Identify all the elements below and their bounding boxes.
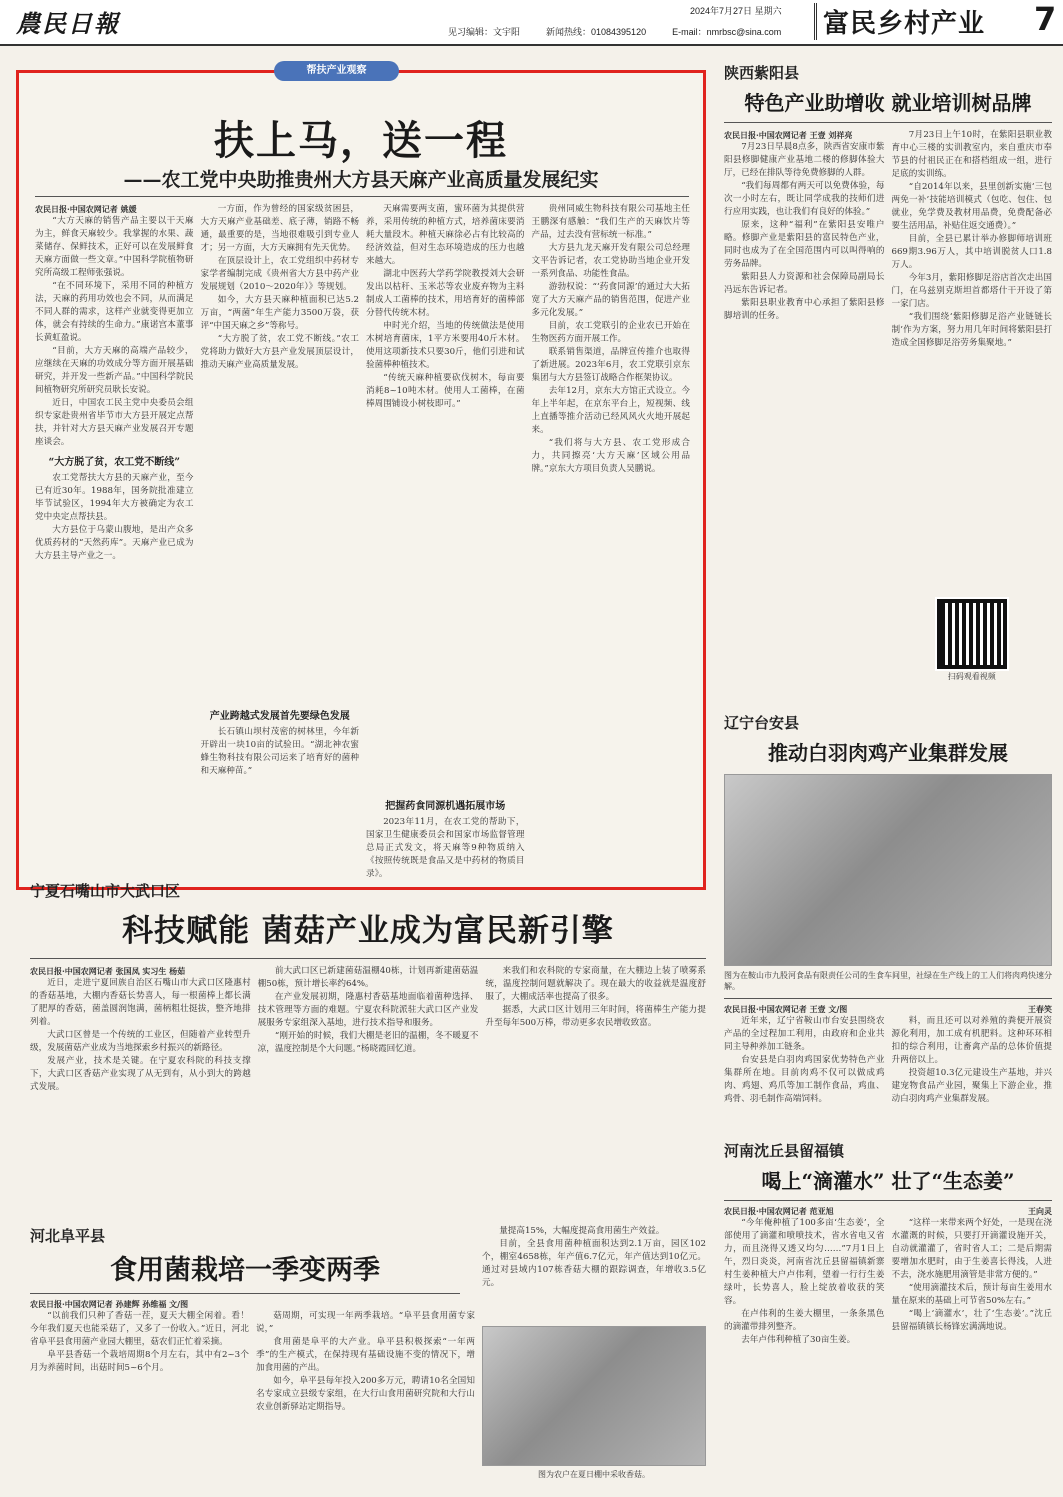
lead-tag: 帮扶产业观察	[274, 61, 399, 81]
hebei-article[interactable]	[30, 1225, 706, 1490]
divider	[30, 1293, 460, 1294]
henan-article[interactable]	[724, 1140, 1052, 1490]
hebei-col1: “以前我们只种了香菇一茬，夏天大棚全闲着。看！今年我们夏天也能采菇了，又多了一份收入。”近日，河北省阜平县食用菌产业园大棚里，菇农们正忙着采摘。 阜平县香菇一个栽培周期8个月左右，其中有2~3个月为养菌时间，出菇时间5~6个月。	[30, 1311, 249, 1373]
henan-col2: “这样一来带来两个好处，一是现在浇水灌溉的时候，只要打开滴灌设施开关，自动就灌灌了，省时省人工；二是后期需要增加水肥时，由于生姜喜长得浅，人进不去，浇水施肥用滴管是非常方便的。” “使用滴灌技术后，预计每亩生姜用水量在原来的基础上可节省50%左右。” “喝上‘滴灌水’，壮了‘生态姜’。”沈丘县留福镇镇长杨锋宏满满地说。	[891, 1218, 1052, 1332]
ningxia-title: 科技赋能 菌菇产业成为富民新引擎	[122, 913, 614, 949]
lead-column-3	[366, 203, 525, 885]
date: 2024年7月27日	[690, 6, 753, 16]
ningxia-article[interactable]	[30, 880, 706, 1220]
shaanxi-body	[724, 129, 1052, 689]
henan-body	[724, 1205, 1052, 1495]
liaoning-body	[724, 1003, 1052, 1138]
hebei-photo	[482, 1326, 706, 1466]
issue-date	[690, 4, 782, 17]
ningxia-column-1	[30, 965, 251, 1225]
liaoning-column-1	[724, 1003, 885, 1138]
henan-title: 喝上“滴灌水” 壮了“生态姜”	[761, 1169, 1015, 1193]
lead-col1: “大方天麻的销售产品主要以干天麻为主，鲜食天麻较少。我掌握的水果、蔬菜储存、保鲜技术，正好可以在发展鲜食天麻方面做一些文章。”中国科学院植物研究所高级工程师张强说。 “在不同环境下，采用不同的种植方法，天麻的药用功效也会不同，从而满足不同人群的需求，这样产业就变得更加立体，就会有持续的生命力。”康诺宫本董事长黄虹盈说。 “目前，大方天麻的高端产品较少，应继续在天麻的功效成分等方面开展基础研究，并开发一些新产品。”中国科学院民间植物研究所研究员耿长安说。 近日，中国农工民主党中央委员会组织专家赴贵州省毕节市大方县开展定点帮扶，并针对大方县天麻产业发展召开专题座谈会。	[35, 216, 194, 447]
lead-article[interactable]	[16, 65, 706, 890]
hebei-side	[482, 1225, 706, 1490]
liaoning-photo-caption: 图为在鞍山市九股河食品有限责任公司的生食车间里，社绿在生产线上的工人们将肉鸡快速分解。	[724, 971, 1052, 991]
shaanxi-column-2	[892, 129, 1053, 689]
henan-byline-2: 王向灵	[1028, 1206, 1052, 1216]
weekday: 星期六	[754, 6, 782, 16]
lead-col2b: 长石镇山坝村茂密的树林里，今年新开辟出一块10亩的试验田。“湖北神农蜜蜂生物科技有限公司运来了培育好的菌种和天麻种苗。”	[200, 727, 359, 776]
divider	[30, 958, 706, 959]
editor: 见习编辑：文宇阳	[448, 27, 521, 37]
henan-byline: 农民日报·中国农网记者 范亚旭	[724, 1206, 834, 1216]
ningxia-byline: 农民日报·中国农网记者 张国凤 实习生 杨茹	[30, 966, 186, 976]
hebei-place: 河北阜平县	[30, 1227, 106, 1245]
divider	[35, 196, 689, 197]
qr-code[interactable]	[937, 599, 1007, 669]
henan-col1: “今年俺种植了100多亩‘生态姜’，全部使用了滴灌和喷喷技术，省水省电又省力，而且浇得又透又均匀……”7月1日上午，烈日炎炎，河南省沈丘县留福镇新寨村生姜种植大户卢伟利，望着一行行生姜绿叶，长势喜人，脸上绽放着收获的笑容。 在卢伟利的生姜大棚里，一条条黑色的滴灌带排列整齐。 去年卢伟利种植了30亩生姜。	[724, 1218, 885, 1345]
henan-column-1	[724, 1205, 885, 1495]
hebei-body	[30, 1298, 475, 1497]
lead-subheading-1: “大方脱了贫，农工党不断线”	[48, 457, 180, 468]
ningxia-byline-2: 实习生 杨茹	[142, 966, 186, 976]
lead-byline: 农民日报·中国农网记者 姚媛	[35, 204, 137, 214]
liaoning-byline-2: 王春笑	[1028, 1004, 1052, 1014]
divider	[724, 1200, 1052, 1201]
shaanxi-col1: 7月23日早晨8点多，陕西省安康市紫阳县修脚健康产业基地二楼的修脚体验大厅，已经在排队等待免费修脚的人群。 “我们每周都有两天可以免费体验，每次一小时左右，既让同学成我的技师们进行应用实践，也让我们有良好的体验。” 原来，这种“福利”在紫阳县安唯户略。修脚产业是紫阳县的富民特色产业，同时也成为了在全国范围内可以叫得响的劳务品牌。 紫阳县人力资源和社会保障局副局长冯远东告诉记者。 紫阳县职业教育中心承担了紫阳县修脚培训的任务。	[724, 142, 885, 321]
section-title: 富民乡村产业	[814, 3, 985, 40]
lead-column-1	[35, 203, 194, 885]
liaoning-col1: 近年来，辽宁省鞍山市台安县围绕农产品的全过程加工利用，由政府和企业共同主导种养加工链条。 台安县是白羽肉鸡国家优势特色产业集群所在地。目前肉鸡不仅可以做成鸡肉、鸡翅、鸡爪等加工制作食品，鸡血、鸡骨、羽毛制作高端饲料。	[724, 1016, 885, 1104]
henan-column-2	[892, 1205, 1053, 1495]
liaoning-article[interactable]	[724, 712, 1052, 1127]
lead-column-2	[201, 203, 360, 885]
ningxia-column-3	[485, 965, 706, 1225]
shaanxi-column-1	[724, 129, 885, 689]
shaanxi-article[interactable]	[724, 62, 1052, 687]
ningxia-body	[30, 965, 706, 1225]
shaanxi-place: 陕西紫阳县	[724, 64, 800, 82]
liaoning-title: 推动白羽肉鸡产业集群发展	[768, 741, 1008, 765]
ningxia-place: 宁夏石嘴山市大武口区	[30, 882, 181, 900]
paper-name: 農民日報	[16, 9, 120, 38]
divider	[724, 122, 1052, 123]
lead-col4: 贵州同威生物科技有限公司基地主任王鹏深有感触：“我们生产的天麻饮片等产品，过去没有营标统一标准。” 大方县九龙天麻开发有限公司总经理文平告诉记者，农工党协助当地企业开发一系列食品、功能性食品。 游勃权说：“‘药食同源’的通过大大拓宽了大方天麻产品的销售范围，促进产业多元化发展。” 目前，农工党联引的企业农已开始在生物医药方面开展工作。 联系销售渠道，品牌宣传推介也取得了新进展。2023年6月，农工党联引京东集团与大方县签订战略合作框架协议。 去年12月，京东大方馆正式设立。今年上半年起，在京东平台上，短视频、线上直播等推介活动已经风风火火地开展起来。 “我们将与大方县、农工党形成合力，共同擦亮‘大方天麻’区域公用品牌。”京东大方项目负责人吴鹏说。	[531, 204, 690, 474]
lead-column-4	[532, 203, 691, 885]
lead-subheading-2: 产业跨越式发展首先要绿色发展	[209, 711, 350, 722]
hebei-column-1	[30, 1298, 249, 1497]
hebei-title: 食用菌栽培一季变两季	[110, 1255, 380, 1286]
lead-subtitle: ——农工党中央助推贵州大方县天麻产业高质量发展纪实	[123, 169, 599, 191]
lead-col3: 天麻需要两支菌，蜜环菌为其提供营养，采用传统的种植方式，培养菌床要消耗大量段木。种植天麻徐必占有比较高的经济效益，但对生态环境造成的压力也越来越大。 湖北中医药大学药学院教授刘大会研发出以枯秆、玉米芯等农业废弃物为主料制成人工菌棒的技术，用培育好的菌棒部分替代传统木材。 申时光介绍，当地的传统做法是使用木树培育菌床，1平方米要用40斤木材。使用这项新技术只要30斤，他们引进和试验菌棒种植技术。 “传统天麻种植要砍伐树木，每亩要消耗8~10吨木材。使用人工菌棒，在菌棒周围铺设小树枝即可。”	[366, 204, 525, 409]
hebei-column-2	[256, 1298, 475, 1497]
liaoning-photo	[724, 774, 1052, 966]
lead-title: 扶上马，送一程	[214, 117, 508, 164]
ningxia-col1: 近日，走进宁夏回族自治区石嘴山市大武口区隆惠村的香菇基地，大棚内香菇长势喜人，每一根菌棒上都长满了肥厚的香菇，菌盖圆润饱满，菌柄粗壮挺拔，整齐地排列着。 大武口区曾是一个传统的工业区，但随着产业转型升级，发展菌菇产业成为当地探索乡村振兴的新路径。 发展产业，技术是关键。在宁夏农科院的科技支撑下，大武口区香菇产业实现了从无到有，从小到大的跨越式发展。	[30, 978, 251, 1092]
news-hotline: 新闻热线：01084395120	[546, 27, 647, 37]
lead-body	[35, 203, 690, 885]
lead-col1b: 农工党帮扶大方县的天麻产业，至今已有近30年。1988年，国务院批准建立毕节试验区，1994年大方被确定为农工党中央定点帮扶县。 大方县位于乌蒙山腹地，是出产众多优质药材的“天然药库”。天麻产业已成为大方县主导产业之一。	[35, 473, 194, 561]
ningxia-col3: 来我们和农科院的专家商量，在大棚边上装了喷雾系统，温度控制问题就解决了。现在最大的收益就是温度舒服了，大棚成活率也提高了很多。 据悉，大武口区计划用三年时间，将菌棒生产能力提升至每年500万棒，带动更多农民增收致富。	[485, 966, 707, 1028]
hebei-byline-2: 孙维福 文/图	[142, 1299, 189, 1309]
lead-col3b: 2023年11月，在农工党的帮助下，国家卫生健康委员会和国家市场监督管理总局正式发文，将天麻等9种物质纳入《按照传统既是食品又是中药材的物质目录》。	[366, 817, 525, 879]
shaanxi-title: 特色产业助增收 就业培训树品牌	[744, 91, 1032, 115]
ningxia-column-2	[258, 965, 479, 1225]
liaoning-byline: 农民日报·中国农网记者 王壹 文/图	[724, 1004, 848, 1014]
liaoning-place: 辽宁台安县	[724, 714, 800, 732]
contact-info	[448, 25, 798, 38]
lead-col2: 一方面，作为曾经的国家级贫困县，大方天麻产业基础差、底子薄，销路不畅通，最重要的是，当地很难吸引到专业人才；另一方面，大方天麻拥有先天优势。 在顶层设计上，农工党组织中药材专家学者编制完成《贵州省大方县中药产业发展规划（2010～2020年）》等规划。 如今，大方县天麻种植面积已达5.2万亩，“两菌”年生产能力3500万袋，获评“中国天麻之乡”等称号。 “大方脱了贫，农工党不断线。”农工党将助力做好大方县产业发展顶层设计，推动天麻产业高质量发展。	[200, 204, 359, 370]
page-number: 7	[1034, 0, 1057, 38]
liaoning-col2: 料，而且还可以对养殖的粪便开展资源化利用，加工成有机肥料。这种环环相扣的综合利用，让畜禽产品的总体价值提升两倍以上。 投资超10.3亿元建设生产基地，并兴建宠物食品产业园，聚集上下游企业，推动白羽肉鸡产业集群发展。	[891, 1016, 1052, 1104]
shaanxi-col2: 7月23日上午10时，在紫阳县职业教育中心三楼的实训教室内，来自重庆市奉节县的付祖民正在和搭档组成一组，进行足底的实训练。 “自2014年以来，县里创新实施‘三包两免一补’技能培训模式（包吃、包住、包就业，免学费及教材用品费，免费配备必要生活用品，补贴住返交通费）。” 目前，全县已累计举办修脚师培训班669期3.96万人，其中培训脱贫人口1.8万人。 今年3月，紫阳修脚足浴店首次走出国门，在乌兹别克斯坦首都塔什干开设了第一家门店。 “我们围绕‘紫阳修脚足浴产业链链长制’作为方案，努力用几年时间将紫阳县打造成全国修脚足浴劳务集聚地。”	[891, 130, 1052, 348]
qr-caption: 扫码观看视频	[947, 672, 996, 681]
ningxia-col2: 前大武口区已新建菌菇温棚40栋，计划再新建菌菇温棚50栋，预计增长率约64%。 在产业发展初期，隆惠村香菇基地面临着菌种选择、技术管理等方面的难题。宁夏农科院派驻大武口区产业发展服务专家组深入基地，进行技术指导和服务。 “刚开始的时候，我们大棚是老旧的温棚，冬不暖夏不凉，温度控制是个大问题。”杨晓霞回忆道。	[257, 966, 479, 1054]
hebei-byline: 农民日报·中国农网记者 孙建辉 孙维福 文/图	[30, 1299, 189, 1309]
lead-subheading-3: 把握药食同源机遇拓展市场	[385, 801, 506, 812]
hebei-col3: 量提高15%，大幅度提高食用菌生产效益。 目前，全县食用菌种植面积达到2.1万亩，园区102个，棚室4658栋，年产值6.7亿元，年产值达到10亿元。通过对县域内107栋香菇大棚的跟踪调查，年增收3.5亿元。	[482, 1226, 706, 1288]
liaoning-column-2	[892, 1003, 1053, 1138]
henan-place: 河南沈丘县留福镇	[724, 1142, 845, 1160]
divider	[724, 998, 1052, 999]
hebei-photo-caption: 图为农户在夏日棚中采收香菇。	[538, 1470, 650, 1479]
email: E-mail：nmrbsc@sina.com	[672, 27, 782, 37]
shaanxi-byline: 农民日报·中国农网记者 王壹 刘祥亮	[724, 130, 853, 140]
hebei-col2: 菇周期，可实现一年两季栽培。“阜平县食用菌专家说，” 食用菌是阜平的大产业。阜平县积极探索“一年两季”的生产模式，在保持现有基础设施不变的情况下，增加食用菌的产出。 如今，阜平县每年投入200多万元，聘请10名全国知名专家成立县级专家组，在大行山食用菌研究院和大行山农业创新驿站定期指导。	[256, 1311, 475, 1412]
masthead	[0, 0, 1063, 46]
